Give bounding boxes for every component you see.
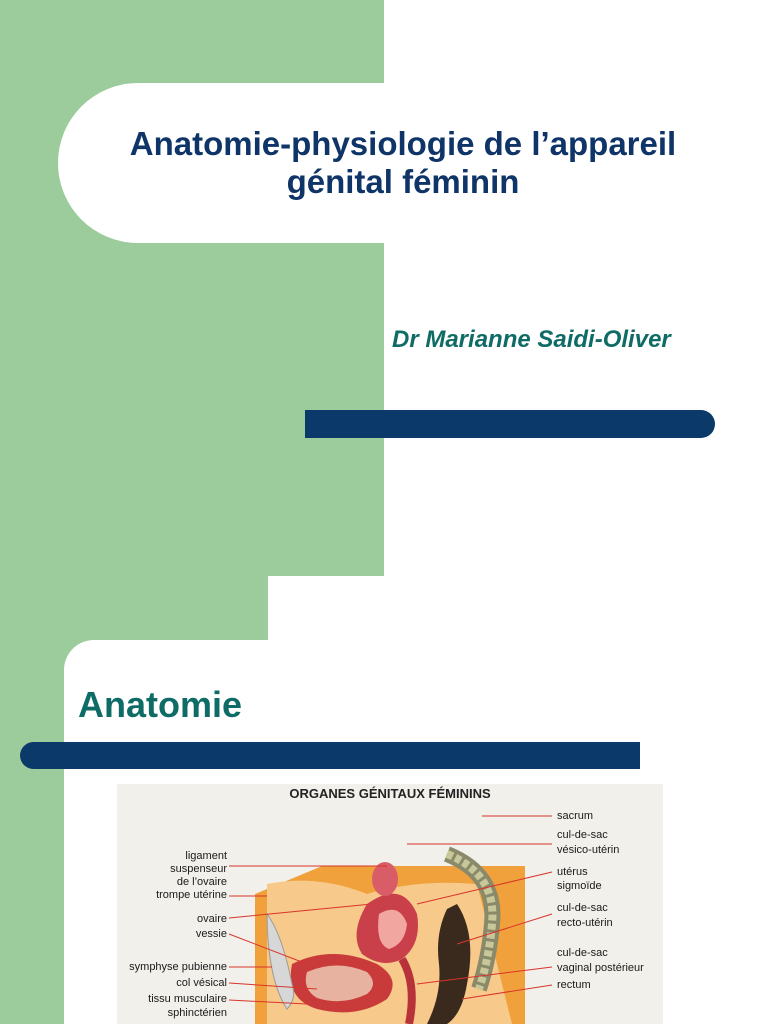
label-symphyse-pubienne: symphyse pubienne (129, 961, 227, 973)
label-suspenseur: suspenseur (170, 863, 227, 875)
figure-title: ORGANES GÉNITAUX FÉMININS (289, 786, 491, 801)
label-sigmoide: sigmoïde (557, 880, 602, 892)
label-uterus: utérus (557, 866, 588, 878)
title-line-1: Anatomie-physiologie de l’appareil (129, 125, 677, 162)
label-cul-de-sac-1: cul-de-sac (557, 829, 608, 841)
section-title: Anatomie (78, 684, 243, 725)
decorative-bar (20, 742, 640, 769)
label-cul-de-sac-2: cul-de-sac (557, 902, 608, 914)
label-vessie: vessie (195, 928, 227, 940)
anatomy-illustration (117, 784, 663, 1024)
label-de-l-ovaire: de l’ovaire (176, 876, 227, 888)
label-rectum: rectum (557, 979, 591, 991)
label-col-vesical: col vésical (176, 977, 227, 989)
ovary-shape (372, 862, 398, 896)
label-cul-de-sac-3: cul-de-sac (557, 947, 608, 959)
label-sacrum: sacrum (557, 810, 594, 822)
label-ligament: ligament (185, 850, 227, 862)
label-vesico-uterin: vésico-utérin (557, 844, 620, 856)
label-ovaire: ovaire (197, 913, 227, 925)
label-sphincterien: sphinctérien (167, 1007, 227, 1019)
decorative-bar (305, 410, 715, 438)
label-tissu-musculaire: tissu musculaire (148, 993, 227, 1005)
author-name: Dr Marianne Saidi-Oliver (392, 326, 671, 353)
label-trompe-uterine: trompe utérine (156, 889, 227, 901)
slide-title (58, 125, 748, 201)
label-vaginal-posterieur: vaginal postérieur (557, 962, 644, 974)
title-line-2: génital féminin (286, 163, 520, 200)
anatomy-slide (0, 576, 768, 1024)
label-recto-uterin: recto-utérin (557, 917, 613, 929)
